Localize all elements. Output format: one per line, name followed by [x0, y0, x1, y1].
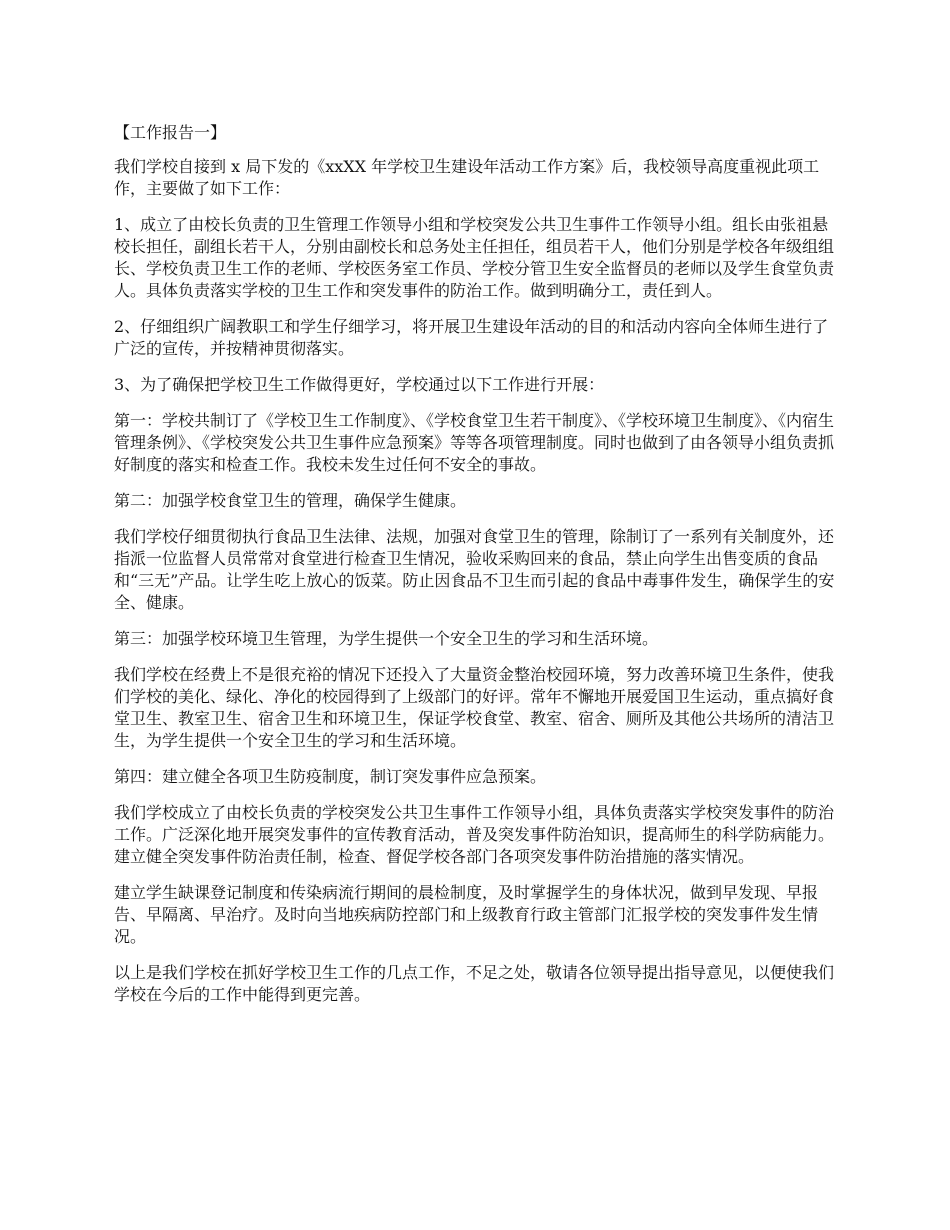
- paragraph-third-body: 我们学校在经费上不是很充裕的情况下还投入了大量资金整治校园环境，努力改善环境卫生条件，使我们学校的美化、绿化、净化的校园得到了上级部门的好评。常年不懈地开展爱国卫生运动，重点搞好食堂卫生、教室卫生、宿舍卫生和环境卫生，保证学校食堂、教室、宿舍、厕所及其他公共场所的清洁卫生，为学生提供一个安全卫生的学习和生活环境。: [114, 665, 835, 750]
- paragraph-item-3: 3、为了确保把学校卫生工作做得更好，学校通过以下工作进行开展：: [114, 375, 605, 394]
- intro-paragraph: 我们学校自接到 x 局下发的《xxXX 年学校卫生建设年活动工作方案》后，我校领导高度重视此项工作，主要做了如下工作：: [114, 157, 820, 198]
- paragraph-fourth-body: 我们学校成立了由校长负责的学校突发公共卫生事件工作领导小组，具体负责落实学校突发事件的防治工作。广泛深化地开展突发事件的宣传教育活动，普及突发事件防治知识，提高师生的科学防病能力。建立健全突发事件防治责任制，检查、督促学校各部门各项突发事件防治措施的落实情况。: [114, 803, 835, 866]
- paragraph-second-heading: 第二：加强学校食堂卫生的管理，确保学生健康。: [114, 491, 467, 510]
- paragraph-fourth-heading: 第四：建立健全各项卫生防疫制度，制订突发事件应急预案。: [114, 767, 547, 786]
- paragraph-third-heading: 第三：加强学校环境卫生管理，为学生提供一个安全卫生的学习和生活环境。: [114, 629, 659, 648]
- paragraph-second-body: 我们学校仔细贯彻执行食品卫生法律、法规，加强对食堂卫生的管理，除制订了一系列有关制度外，还指派一位监督人员常常对食堂进行检查卫生情况，验收采购回来的食品，禁止向学生出售变质的食品和“三无”产品。让学生吃上放心的饭菜。防止因食品不卫生而引起的食品中毒事件发生，确保学生的安全、健康。: [114, 527, 835, 612]
- closing-paragraph: 以上是我们学校在抓好学校卫生工作的几点工作，不足之处，敬请各位领导提出指导意见，以便使我们学校在今后的工作中能得到更完善。: [114, 963, 835, 1004]
- paragraph-item-2: 2、仔细组织广阔教职工和学生仔细学习，将开展卫生建设年活动的目的和活动内容向全体师生进行了广泛的宣传，并按精神贯彻落实。: [114, 317, 829, 358]
- paragraph-first-measure: 第一：学校共制订了《学校卫生工作制度》、《学校食堂卫生若干制度》、《学校环境卫生制度》、《内宿生管理条例》、《学校突发公共卫生事件应急预案》等等各项管理制度。同时也做到了由各领导小组负责抓好制度的落实和检查工作。我校未发生过任何不安全的事故。: [114, 411, 835, 474]
- paragraph-absence-system: 建立学生缺课登记制度和传染病流行期间的晨检制度，及时掌握学生的身体状况，做到早发现、早报告、早隔离、早治疗。及时向当地疾病防控部门和上级教育行政主管部门汇报学校的突发事件发生情况。: [114, 883, 819, 946]
- report-heading: 【工作报告一】: [114, 123, 227, 142]
- paragraph-item-1: 1、成立了由校长负责的卫生管理工作领导小组和学校突发公共卫生事件工作领导小组。组长由张祖悬校长担任，副组长若干人，分别由副校长和总务处主任担任，组员若干人，他们分别是学校各年级组组长、学校负责卫生工作的老师、学校医务室工作员、学校分管卫生安全监督员的老师以及学生食堂负责人。具体负责落实学校的卫生工作和突发事件的防治工作。做到明确分工，责任到人。: [114, 215, 835, 300]
- document-page: [114, 122, 838, 1020]
